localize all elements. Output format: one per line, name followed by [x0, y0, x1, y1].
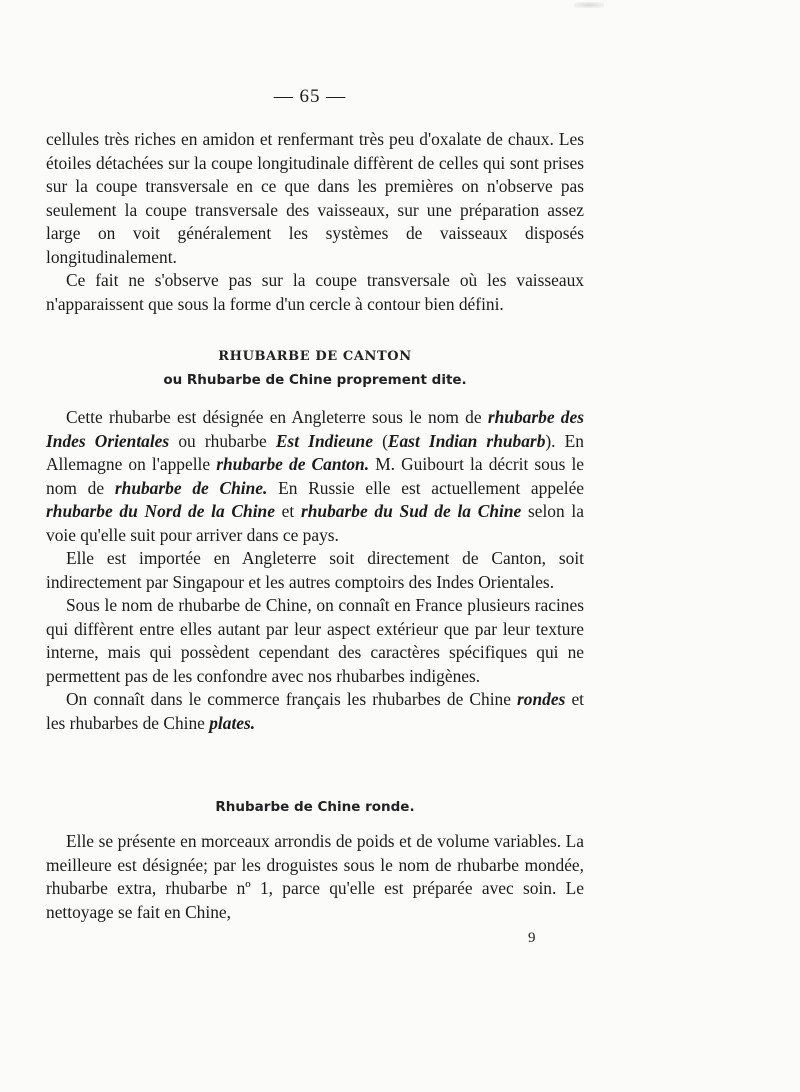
- text-block-top: [46, 128, 584, 316]
- text-block-bottom: [46, 830, 584, 924]
- p3-italic-7: rhubarbe du Sud de la Chine: [300, 501, 522, 521]
- paragraph-1: cellules très riches en amidon et renfermant très peu d'oxalate de chaux. Les étoiles détachées sur la coupe longitudinale diffèrent de celles qui sont prises sur la coupe transversale en ce que dans les premières on n'observe pas seulement la coupe transversale des vaisseaux, sur une préparation assez large on voit généralement les systèmes de vaisseaux disposés longitudinalement.: [46, 129, 584, 267]
- p3-text-6: En Russie elle est actuellement appelée: [267, 477, 585, 498]
- p3-italic-4: rhubarbe de Canton.: [216, 454, 370, 474]
- paragraph-2: Ce fait ne s'observe pas sur la coupe transversale où les vaisseaux n'apparaissent que sous la forme d'un cercle à contour bien défini.: [46, 270, 584, 314]
- section-heading-ronde: Rhubarbe de Chine ronde.: [215, 799, 415, 815]
- p6-italic-1: rondes: [517, 689, 566, 709]
- p3-text-7: et: [274, 501, 301, 521]
- p3-text-1: Cette rhubarbe est désignée en Angleterre sous le nom de: [66, 407, 488, 427]
- paragraph-7: Elle se présente en morceaux arrondis de poids et de volume variables. La meilleure est désignée; par les droguistes sous le nom de rhubarbe mondée, rhubarbe extra, rhubarbe nº 1, parce qu'elle est préparée avec soin. Le nettoyage se fait en Chine,: [46, 831, 584, 922]
- paper-smudge: [574, 2, 604, 8]
- p3-italic-2: Est Indieune: [275, 430, 373, 451]
- paragraph-6: [46, 688, 584, 735]
- p6-italic-2: plates.: [209, 712, 256, 733]
- p3-italic-6: rhubarbe du Nord de la Chine: [46, 501, 275, 521]
- text-block-middle: [46, 406, 584, 735]
- p6-text-1: On connaît dans le commerce français les rhubarbes de Chine: [66, 689, 518, 709]
- paragraph-5: Sous le nom de rhubarbe de Chine, on connaît en France plusieurs racines qui diffèrent entre elles autant par leur aspect extérieur que par leur texture interne, mais qui possèdent cependant des caractères spécifiques qui ne permettent pas de les confondre avec nos rhubarbes indigènes.: [46, 595, 584, 686]
- p3-text-8: selon la voie qu'elle suit pour arriver dans ce pays.: [46, 501, 584, 545]
- p3-italic-3: East Indian rhubarb: [387, 430, 546, 451]
- paragraph-3: [46, 406, 584, 547]
- p3-text-5: M. Guibourt la décrit sous le nom de: [46, 454, 585, 498]
- p3-text-2: ou rhubarbe: [169, 430, 276, 451]
- p3-italic-5: rhubarbe de Chine.: [114, 477, 268, 498]
- section-heading-main: RHUBARBE DE CANTON: [218, 349, 412, 364]
- p3-text-4: ). En Allemagne on l'appelle: [46, 430, 584, 474]
- signature-mark: 9: [528, 930, 536, 946]
- page-number: — 65 —: [273, 86, 347, 107]
- p6-text-2: et les rhubarbes de Chine: [46, 689, 584, 733]
- p3-text-3: (: [372, 430, 388, 451]
- paragraph-4: Elle est importée en Angleterre soit directement de Canton, soit indirectement par Singapour et les autres comptoirs des Indes Orientales.: [46, 548, 584, 592]
- section-heading-sub: ou Rhubarbe de Chine proprement dite.: [163, 372, 467, 388]
- p3-italic-1: rhubarbe des Indes Orientales: [46, 407, 584, 451]
